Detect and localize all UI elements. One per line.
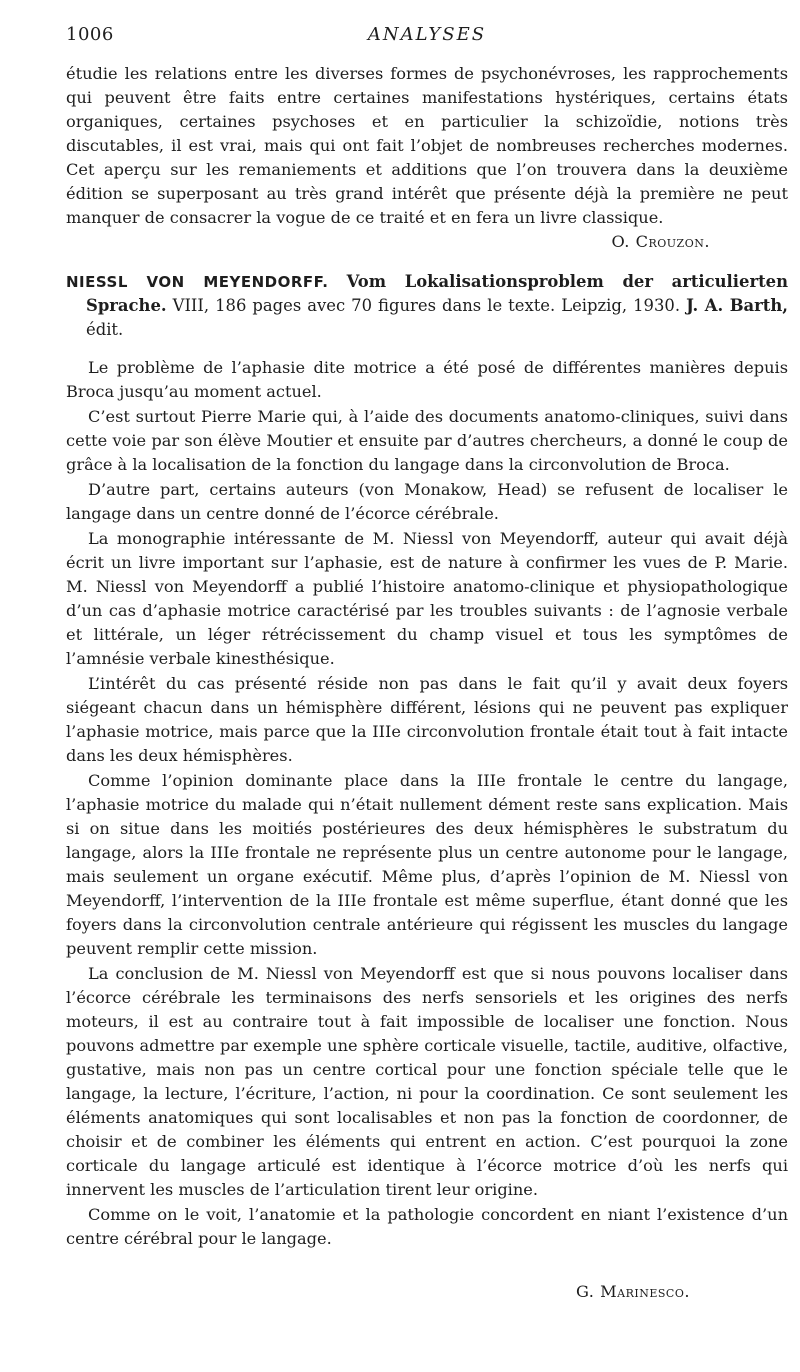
review-paragraph: Comme on le voit, l’anatomie et la pathologie concordent en niant l’existence d’un centre cérébral pour le langage. [66, 1205, 788, 1248]
review-paragraph: L’intérêt du cas présenté réside non pas dans le fait qu’il y avait deux foyers siégeant chacun dans un hémisphère différent, lésions qui ne peuvent pas expliquer l’aphasie motrice, mais parce que la IIIe circonvolution frontale était tout à fait intacte dans les deux hémisphères. [66, 674, 788, 765]
paragraph-text: étudie les relations entre les diverses formes de psychonévroses, les rapprochements qui peuvent être faits entre certaines manifestations hystériques, certains états organiques, certaines psychoses et en particulier la schizoïdie, notions très discutables, il est vrai, mais qui ont fait l’objet de nombreuses recherches modernes. Cet aperçu sur les remaniements et additions que l’on trouvera dans la deuxième édition se superposant au très grand intérêt que présente déjà la première ne peut manquer de consacrer la vogue de ce traité et en fera un livre classique. [66, 64, 788, 227]
review-paragraph: C’est surtout Pierre Marie qui, à l’aide des documents anatomo-cliniques, suivi dans cette voie par son élève Moutier et ensuite par d’autres chercheurs, a donné le coup de grâce à la localisation de la fonction du langage dans la circonvolution de Broca. [66, 407, 788, 474]
review-paragraph: D’autre part, certains auteurs (von Monakow, Head) se refusent de localiser le langage dans un centre donné de l’écorce cérébrale. [66, 480, 788, 523]
page-number: 1006 [66, 24, 114, 45]
section-title: ANALYSES [367, 24, 487, 45]
review-paragraph: La monographie intéressante de M. Niessl von Meyendorff, auteur qui avait déjà écrit un livre important sur l’aphasie, est de nature à confirmer les vues de P. Marie. M. Niessl von Meyendorff a publié l’histoire anatomo-clinique et physiopathologique d’un cas d’aphasie motrice caractérisé par les troubles suivants : de l’agnosie verbale et littérale, un léger rétrécissement du champ visuel et tous les symptômes de l’amnésie verbale kinesthésique. [66, 529, 788, 668]
running-head [66, 24, 788, 52]
review-edit: édit. [86, 320, 124, 339]
review-publisher: J. A. Barth, [686, 296, 789, 315]
review-citation [66, 270, 788, 342]
review-book-details: VIII, 186 pages avec 70 figures dans le texte. Leipzig, 1930. [166, 296, 681, 315]
previous-review-text [66, 62, 788, 254]
review-body [66, 356, 788, 1252]
review-author: NIESSL VON MEYENDORFF. [66, 273, 329, 291]
review-heading [66, 270, 788, 342]
paragraph [66, 62, 788, 251]
signature-crouzon: O. Crouzon. [611, 232, 710, 251]
review-paragraph: Le problème de l’aphasie dite motrice a été posé de différentes manières depuis Broca jusqu’au moment actuel. [66, 358, 788, 401]
review-book-title: Vom Lokalisationsproblem der articulierten Sprache. [86, 272, 788, 315]
review-paragraph: Comme l’opinion dominante place dans la IIIe frontale le centre du langage, l’aphasie motrice du malade qui n’était nullement dément reste sans explication. Mais si on situe dans les moitiés postérieures des deux hémisphères le substratum du langage, alors la IIIe frontale ne représente plus un centre autonome pour le langage, mais seulement un organe exécutif. Même plus, d’après l’opinion de M. Niessl von Meyendorff, l’intervention de la IIIe frontale est même superflue, étant donné que les foyers dans la circonvolution centrale antérieure qui régissent les muscles du langage peuvent remplir cette mission. [66, 771, 788, 958]
review-paragraph: La conclusion de M. Niessl von Meyendorff est que si nous pouvons localiser dans l’écorce cérébrale les terminaisons des nerfs sensoriels et les origines des nerfs moteurs, il est au contraire tout à fait impossible de localiser une fonction. Nous pouvons admettre par exemple une sphère corticale visuelle, tactile, auditive, olfactive, gustative, mais non pas un centre cortical pour une fonction spéciale telle que le langage, la lecture, l’écriture, l’action, ni pour la coordination. Ce sont seulement les éléments anatomiques qui sont localisables et non pas la fonction de coordonner, de choisir et de combiner les éléments qui entrent en action. C’est pourquoi la zone corticale du langage articulé est identique à l’écorce motrice d’où les nerfs qui innervent les muscles de l’articulation tirent leur origine. [66, 964, 788, 1199]
signature-marinesco: G. Marinesco. [575, 1282, 690, 1301]
